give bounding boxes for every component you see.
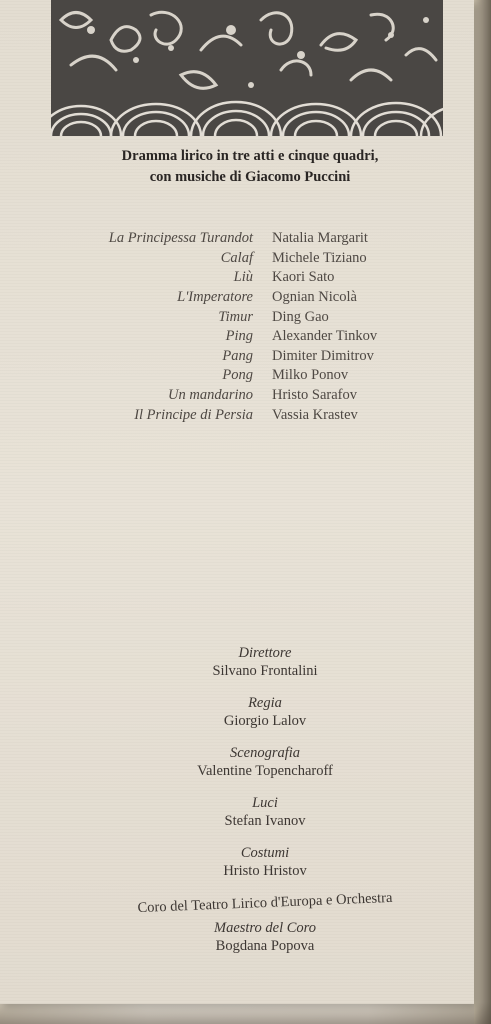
cast-row (50, 288, 450, 308)
credit-name: Stefan Ivanov (224, 813, 306, 829)
cast-row (50, 249, 450, 269)
cast-singer: Ognian Nicolà (272, 289, 357, 306)
credit-role: Costumi (240, 845, 290, 861)
cast-singer: Milko Ponov (272, 367, 349, 384)
credit-role: Luci (252, 795, 278, 811)
cast-singer: Ding Gao (272, 308, 329, 325)
credit-maestro-del-coro (90, 919, 440, 955)
cast-role: Ping (225, 328, 253, 345)
cast-row (50, 366, 450, 386)
bottom-shadow (0, 1002, 491, 1024)
credit-role: Maestro del Coro (213, 920, 317, 936)
cast-role: Timur (218, 308, 253, 325)
credit-name: Hristo Hristov (223, 863, 307, 879)
cast-role: Pang (222, 347, 253, 364)
cast-singer: Dimiter Dimitrov (272, 347, 374, 364)
coro-orchestra-credit: Coro del Teatro Lirico d'Europa e Orchestra (137, 889, 393, 917)
credit-role: Direttore (238, 645, 292, 661)
cast-role: L'Imperatore (177, 289, 253, 306)
cast-singer: Michele Tiziano (272, 249, 367, 266)
cast-row (50, 327, 450, 347)
cast-singer: Hristo Sarafov (272, 387, 357, 404)
credit-costumi (90, 844, 440, 880)
subtitle-line-1: Dramma lirico in tre atti e cinque quadri, (121, 148, 379, 164)
credit-name: Silvano Frontalini (212, 663, 318, 679)
cast-role: Calaf (220, 249, 253, 266)
credit-name: Giorgio Lalov (223, 713, 307, 729)
folded-edge (474, 0, 491, 1024)
cast-singer: Natalia Margarit (272, 230, 368, 247)
credit-name: Valentine Topencharoff (197, 763, 333, 779)
cast-role: La Principessa Turandot (108, 230, 253, 247)
cast-row (50, 405, 450, 425)
cast-singer: Kaori Sato (272, 269, 335, 286)
cast-singer: Alexander Tinkov (272, 328, 378, 345)
cast-row (50, 268, 450, 288)
credit-regia (90, 694, 440, 730)
cast-row (50, 386, 450, 406)
credit-luci (90, 794, 440, 830)
credit-direttore (90, 644, 440, 680)
cast-row (50, 307, 450, 327)
cast-role: Il Principe di Persia (134, 406, 253, 423)
chinese-cloud-wave-pattern (51, 0, 443, 136)
subtitle-line-2: con musiche di Giacomo Puccini (149, 169, 351, 185)
credit-role: Scenografia (229, 745, 301, 761)
credit-scenografia (90, 744, 440, 780)
cast-row (50, 229, 450, 249)
cast-role: Pong (222, 367, 253, 384)
cast-role: Un mandarino (168, 387, 253, 404)
cast-role: Liù (233, 269, 253, 286)
cast-list (50, 229, 450, 425)
credit-role: Regia (248, 695, 282, 711)
decorative-pattern-banner (51, 0, 443, 136)
cast-row (50, 347, 450, 367)
credit-name: Bogdana Popova (215, 938, 315, 954)
production-credits (90, 644, 440, 969)
cast-singer: Vassia Krastev (272, 406, 358, 423)
